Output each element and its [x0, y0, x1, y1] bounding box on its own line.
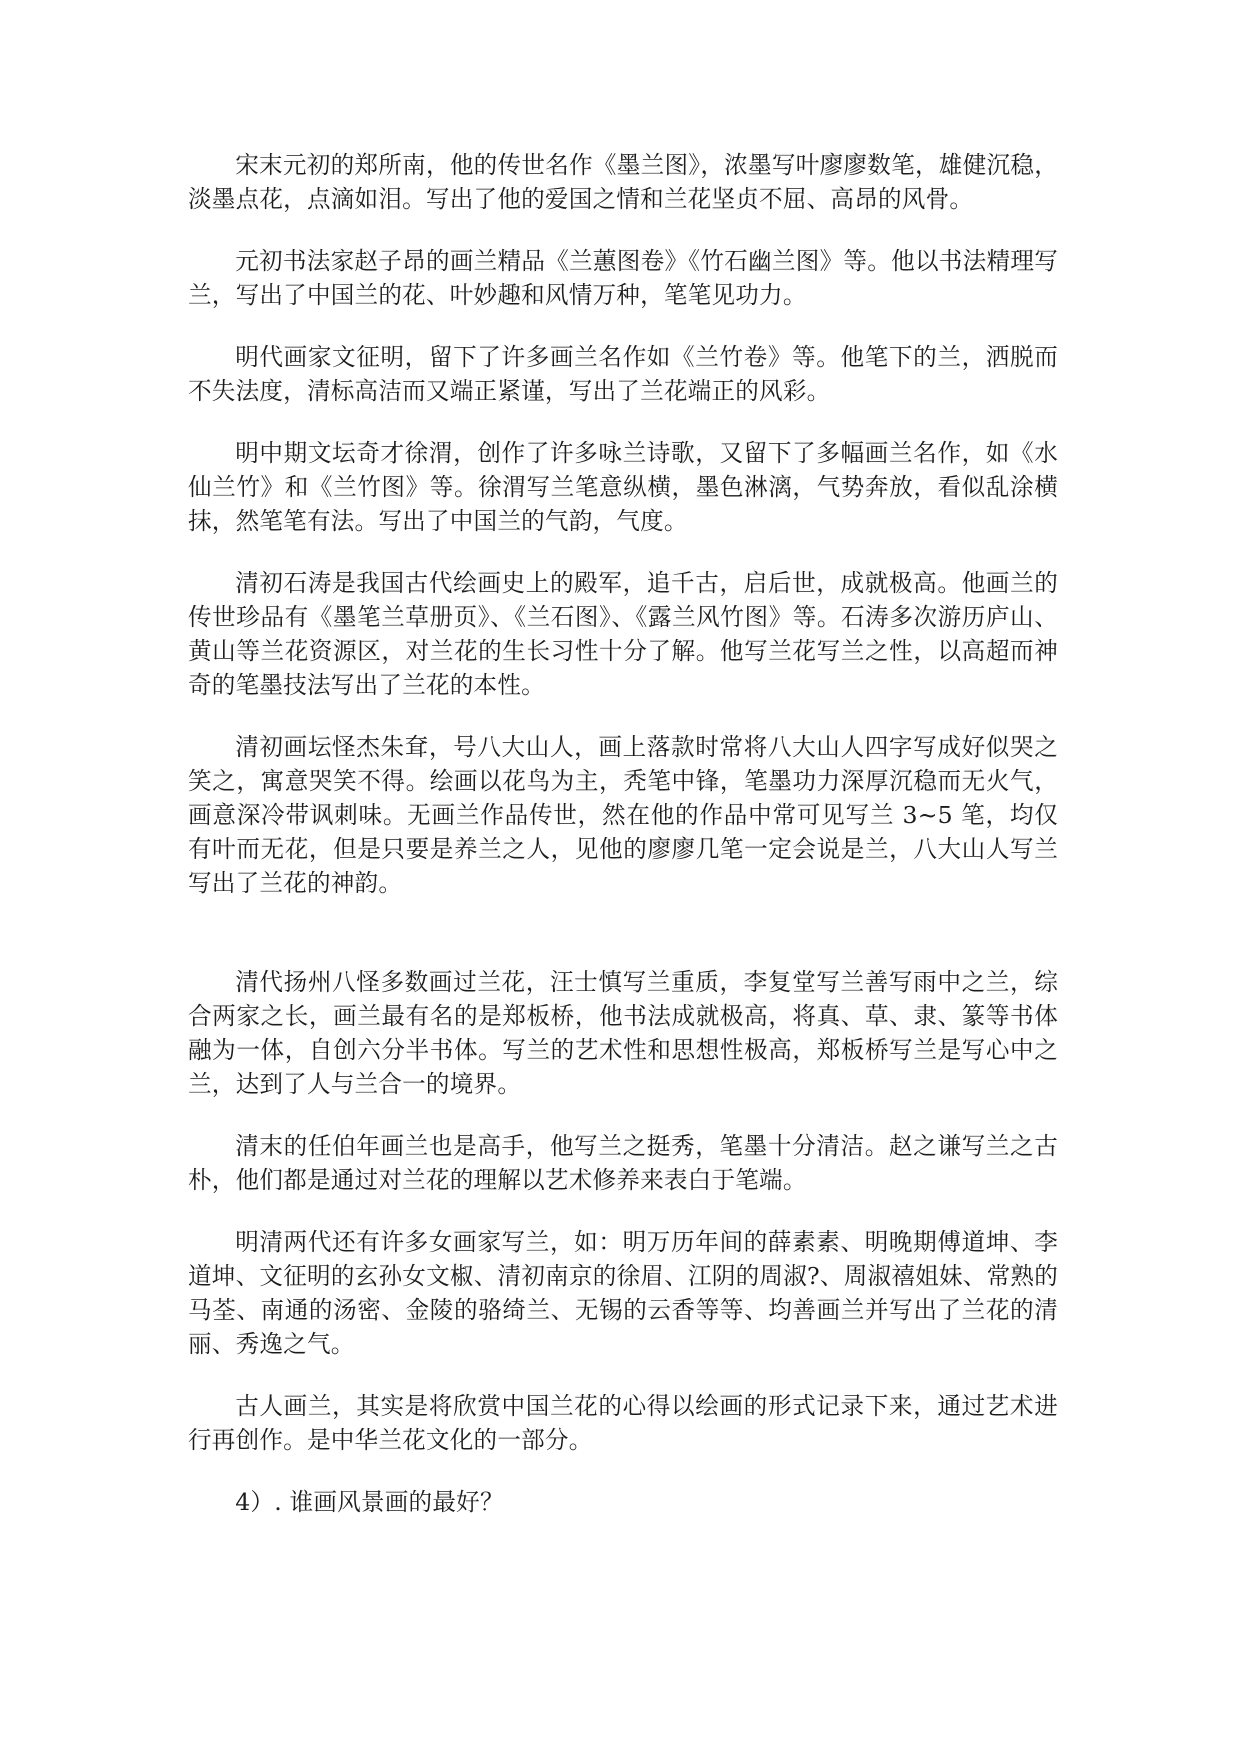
text-section-one — [188, 148, 1058, 928]
paragraph-female-painters: 明清两代还有许多女画家写兰，如：明万历年间的薛素素、明晚期傅道坤、李道坤、文征明的玄孙女文椒、清初南京的徐眉、江阴的周淑?、周淑禧姐妹、常熟的马荃、南通的汤密、金陵的骆绮兰、无锡的云香等等、均善画兰并写出了兰花的清丽、秀逸之气。 — [188, 1228, 1058, 1358]
paragraph-conclusion: 古人画兰，其实是将欣赏中国兰花的心得以绘画的形式记录下来，通过艺术进行再创作。是中华兰花文化的一部分。 — [188, 1392, 1058, 1454]
paragraph-xu-wei: 明中期文坛奇才徐渭，创作了许多咏兰诗歌，又留下了多幅画兰名作，如《水仙兰竹》和《兰竹图》等。徐渭写兰笔意纵横，墨色淋漓，气势奔放，看似乱涂横抹，然笔笔有法。写出了中国兰的气韵，气度。 — [188, 439, 1058, 535]
paragraph-yangzhou-eccentrics: 清代扬州八怪多数画过兰花，汪士慎写兰重质，李复堂写兰善写雨中之兰，综合两家之长，画兰最有名的是郑板桥，他书法成就极高，将真、草、隶、篆等书体融为一体，自创六分半书体。写兰的艺术性和思想性极高，郑板桥写兰是写心中之兰，达到了人与兰合一的境界。 — [188, 968, 1058, 1098]
paragraph-zhao-ziang: 元初书法家赵子昂的画兰精品《兰蕙图卷》《竹石幽兰图》等。他以书法精理写兰，写出了中国兰的花、叶妙趣和风情万种，笔笔见功力。 — [188, 247, 1058, 309]
section-question-heading: 4）. 谁画风景画的最好？ — [235, 1488, 504, 1516]
paragraph-zhu-da: 清初画坛怪杰朱耷，号八大山人，画上落款时常将八大山人四字写成好似哭之笑之，寓意哭笑不得。绘画以花鸟为主，秃笔中锋，笔墨功力深厚沉稳而无火气， 画意深冷带讽刺味。无画兰作品传世，然在他的作品中常可见写兰 3~5 笔，均仅有叶而无花，但是只要是养兰之人，见他的廖廖几笔一定会说是兰，八大山人写兰 写出了兰花的神韵。 — [188, 733, 1058, 897]
paragraph-ren-bonian: 清末的任伯年画兰也是高手，他写兰之挺秀，笔墨十分清洁。赵之谦写兰之古朴，他们都是通过对兰花的理解以艺术修养来表白于笔端。 — [188, 1132, 1058, 1194]
paragraph-shi-tao: 清初石涛是我国古代绘画史上的殿军，追千古，启后世，成就极高。他画兰的传世珍品有《墨笔兰草册页》、《兰石图》、《露兰风竹图》等。石涛多次游历庐山、黄山等兰花资源区，对兰花的生长习性十分了解。他写兰花写兰之性，以高超而神奇的笔墨技法写出了兰花的本性。 — [188, 569, 1058, 699]
paragraph-zheng-suonan: 宋末元初的郑所南，他的传世名作《墨兰图》，浓墨写叶廖廖数笔，雄健沉稳，淡墨点花，点滴如泪。写出了他的爱国之情和兰花坚贞不屈、高昂的风骨。 — [188, 151, 1058, 213]
paragraph-wen-zhengming: 明代画家文征明，留下了许多画兰名作如《兰竹卷》等。他笔下的兰，洒脱而不失法度，清标高洁而又端正紧谨，写出了兰花端正的风彩。 — [188, 343, 1058, 405]
text-section-two — [188, 965, 1058, 1547]
